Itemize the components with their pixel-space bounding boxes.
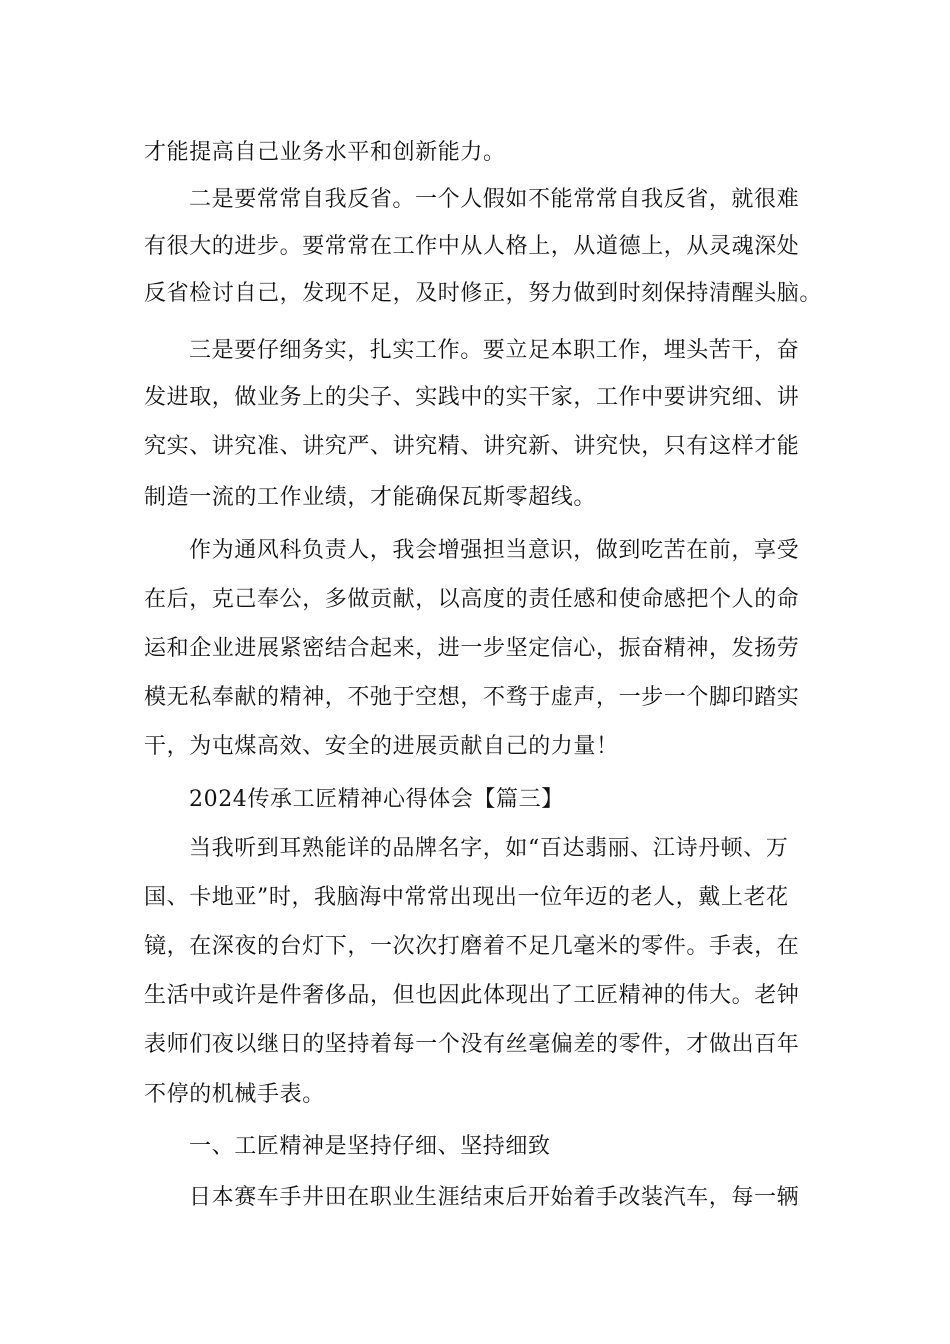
paragraph-5-line-1: 当我听到耳熟能详的品牌名字，如“百达翡丽、江诗丹顿、万 xyxy=(189,836,789,861)
text-line: 反省检讨自己，发现不足，及时修正，努力做到时刻保持清醒头脑。 xyxy=(144,281,823,306)
paragraph-2-line-1: 二是要常常自我反省。一个人假如不能常常自我反省，就很难 xyxy=(189,187,800,212)
subheading: 一、工匠精神是坚持仔细、坚持细致 xyxy=(189,1134,551,1159)
text-line: 镜，在深夜的台灯下，一次次打磨着不足几毫米的零件。手表，在 xyxy=(144,934,800,959)
text-line: 干，为屯煤高效、安全的进展贡献自己的力量！ xyxy=(144,734,619,759)
text-line: 发进取，做业务上的尖子、实践中的实干家，工作中要讲究细、讲 xyxy=(144,385,800,410)
paragraph-6-line-1: 日本赛车手井田在职业生涯结束后开始着手改装汽车，每一辆 xyxy=(189,1185,800,1210)
text-line: 制造一流的工作业绩，才能确保瓦斯零超线。 xyxy=(144,485,597,510)
text-line: 运和企业进展紧密结合起来，进一步坚定信心，振奋精神，发扬劳 xyxy=(144,636,800,661)
paragraph-3-line-1: 三是要仔细务实，扎实工作。要立足本职工作，埋头苦干，奋 xyxy=(189,338,800,363)
text-line: 模无私奉献的精神，不弛于空想，不骛于虚声，一步一个脚印踏实 xyxy=(144,685,800,710)
text-line: 究实、讲究准、讲究严、讲究精、讲究新、讲究快，只有这样才能 xyxy=(144,434,800,459)
section-heading: 2024传承工匠精神心得体会【篇三】 xyxy=(189,787,564,812)
text-line: 生活中或许是件奢侈品，但也因此体现出了工匠精神的伟大。老钟 xyxy=(144,983,800,1008)
text-line: 不停的机械手表。 xyxy=(144,1082,325,1107)
text-line: 国、卡地亚”时，我脑海中常常出现出一位年迈的老人，戴上老花 xyxy=(144,885,789,910)
text-line: 在后，克己奉公，多做贡献，以高度的责任感和使命感把个人的命 xyxy=(144,587,800,612)
text-line: 有很大的进步。要常常在工作中从人格上，从道德上，从灵魂深处 xyxy=(144,234,800,259)
text-line: 才能提高自己业务水平和创新能力。 xyxy=(144,140,506,165)
paragraph-4-line-1: 作为通风科负责人，我会增强担当意识，做到吃苦在前，享受 xyxy=(189,538,800,563)
text-line: 表师们夜以继日的坚持着每一个没有丝毫偏差的零件，才做出百年 xyxy=(144,1032,800,1057)
